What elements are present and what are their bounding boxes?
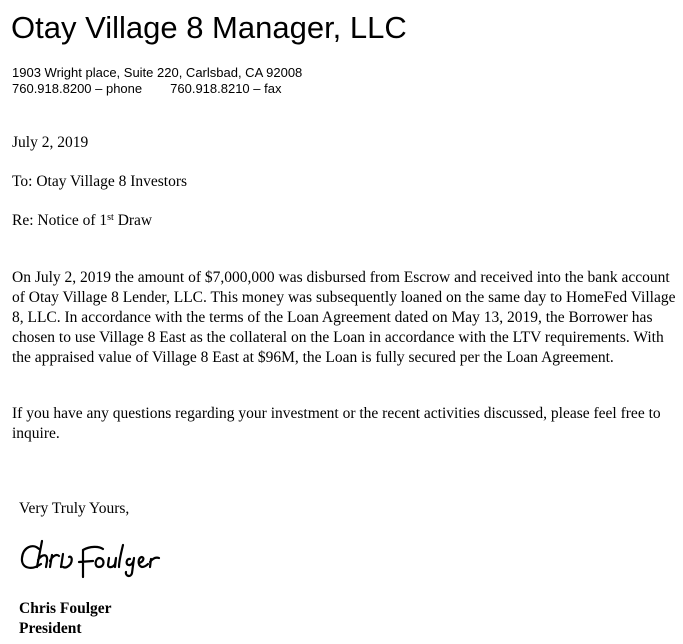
company-name: Otay Village 8 Manager, LLC (11, 10, 407, 45)
subject-prefix: Re: Notice of 1 (12, 212, 108, 229)
letter-subject (12, 211, 152, 231)
company-address: 1903 Wright place, Suite 220, Carlsbad, CA 92008 (12, 65, 303, 80)
subject-superscript: st (107, 212, 114, 223)
signer-title: President (19, 620, 82, 637)
handwritten-signature (19, 533, 169, 579)
contact-numbers (12, 81, 281, 97)
letter-recipient: To: Otay Village 8 Investors (12, 173, 188, 190)
letter-date: July 2, 2019 (12, 134, 89, 151)
body-paragraph-disbursement: On July 2, 2019 the amount of $7,000,000 was disbursed from Escrow and received into the bank account of Otay Village 8 Lender, LLC. This money was subsequently loaned on the same day to HomeFed Village 8, LLC. In accordance with the terms of the Loan Agreement dated on May 13, 2019, the Borrower has chosen to use Village 8 East as the collateral on the Loan in accordance with the LTV requirements. With the appraised value of Village 8 East at $96M, the Loan is fully secured per the Loan Agreement. (12, 269, 676, 366)
subject-suffix: Draw (113, 212, 153, 229)
fax-number: 760.918.8210 – fax (170, 81, 282, 96)
body-paragraph-questions: If you have any questions regarding your investment or the recent activities discussed, please feel free to inquire. (12, 405, 661, 442)
letter-closing: Very Truly Yours, (19, 500, 130, 517)
signer-name: Chris Foulger (19, 600, 112, 617)
phone-number: 760.918.8200 – phone (12, 81, 143, 96)
